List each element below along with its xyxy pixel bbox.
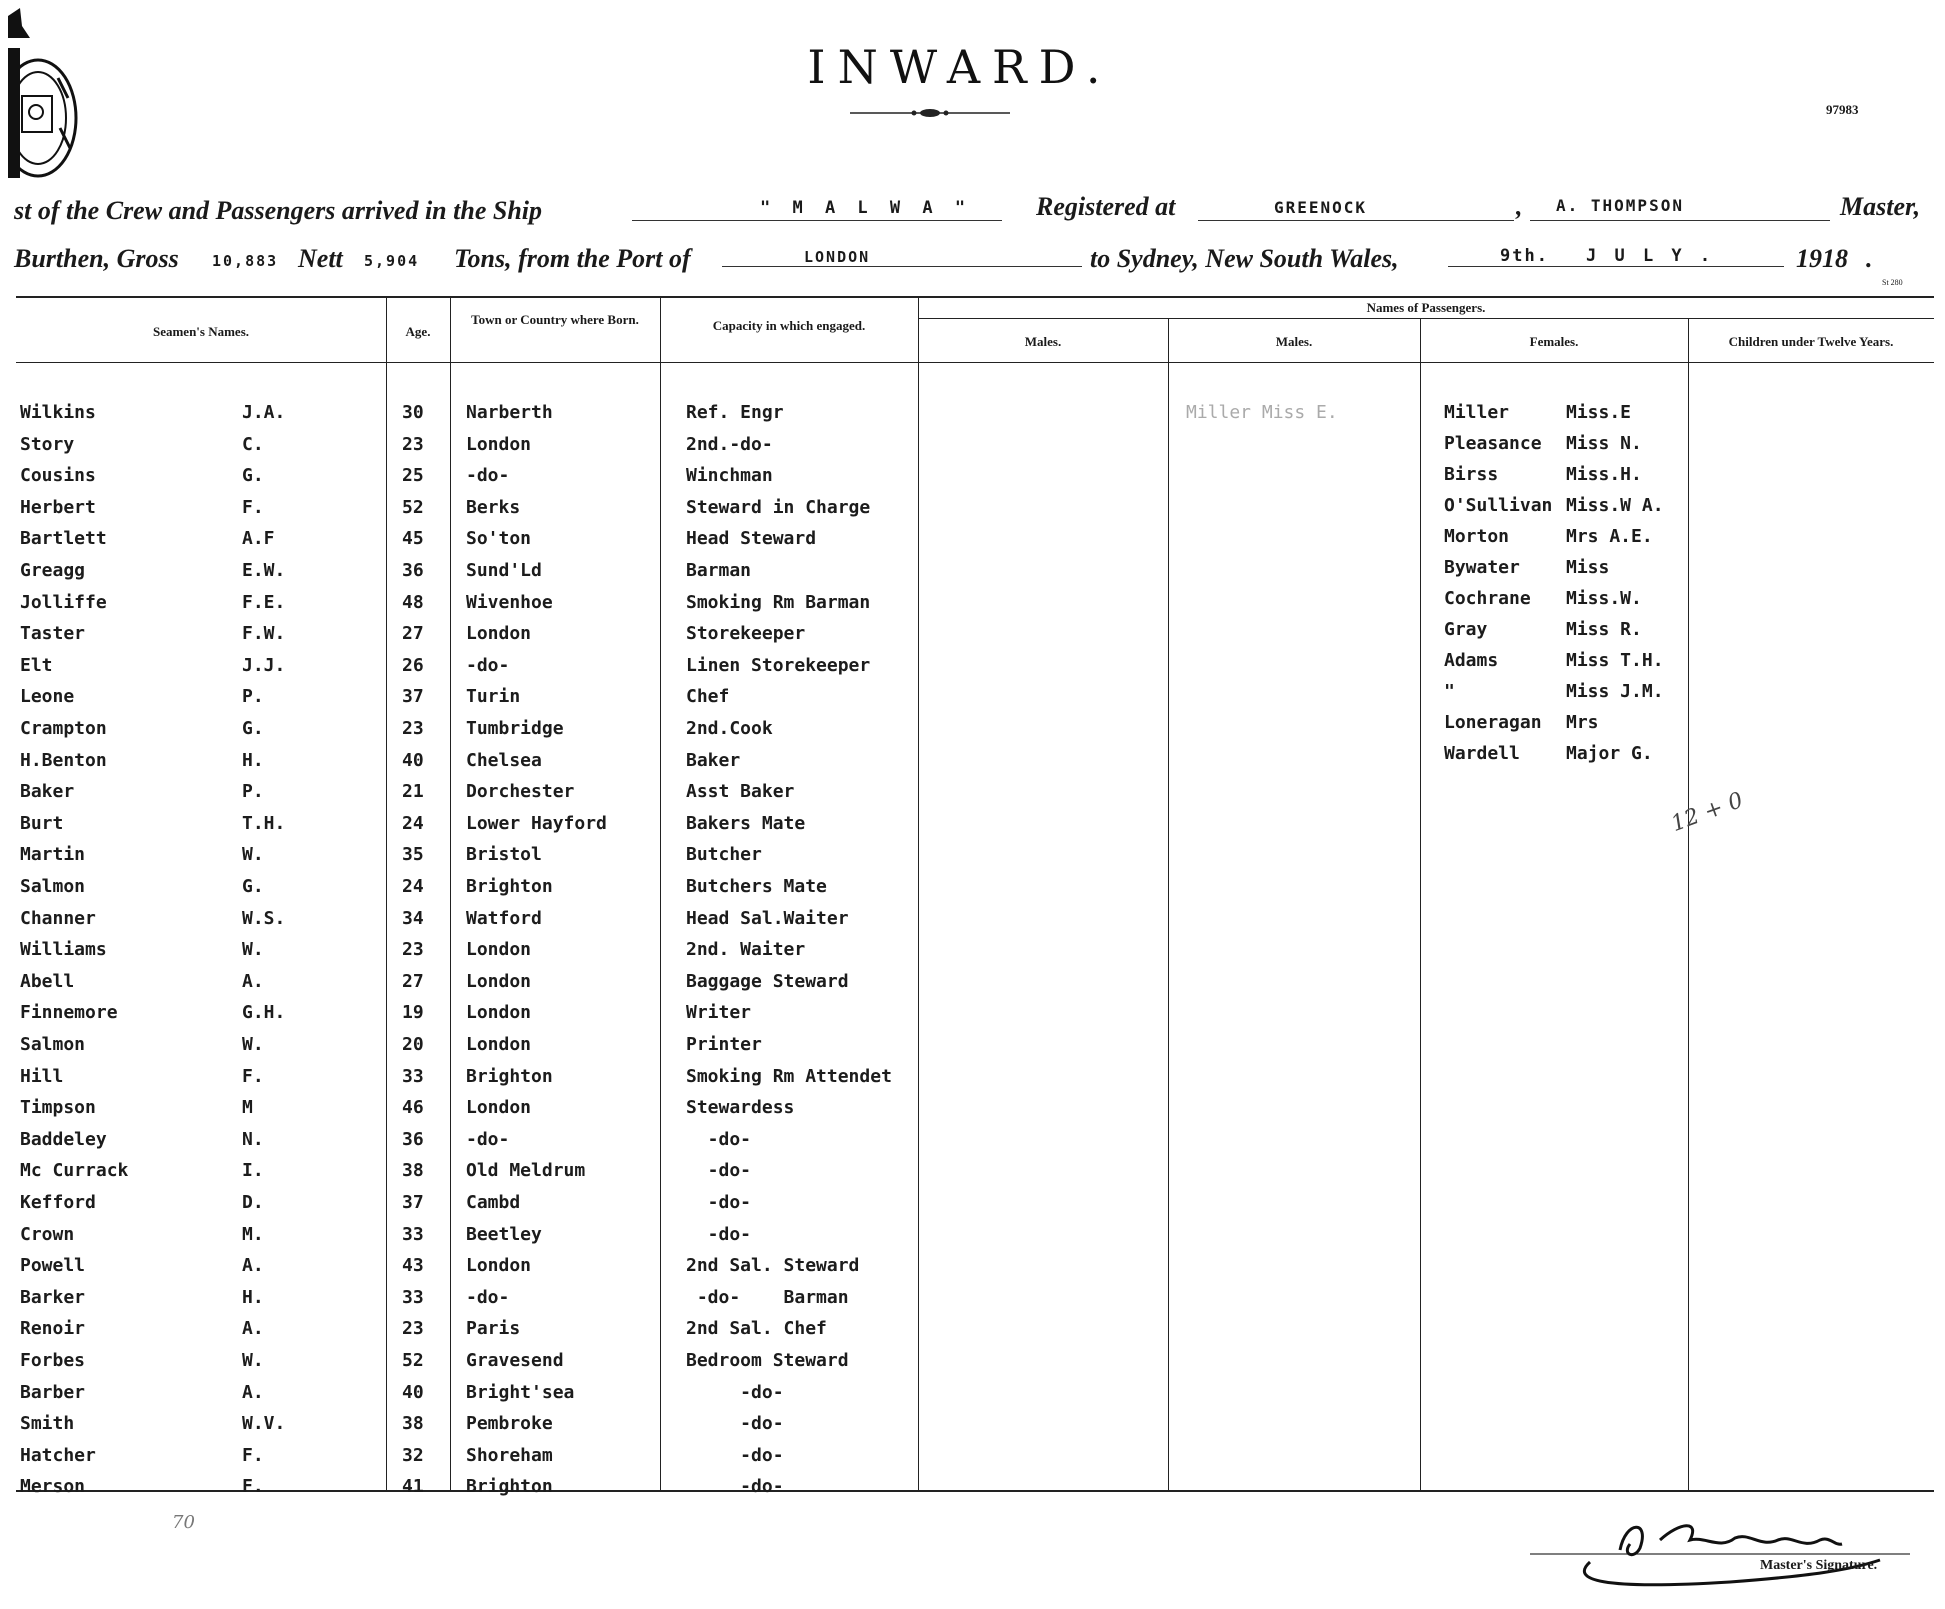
crew-age: 38	[402, 1413, 424, 1434]
crew-capacity: Chef	[686, 686, 730, 707]
female-passenger-title: Miss.W.	[1566, 588, 1642, 609]
gross-tonnage: 10,883	[212, 252, 279, 270]
crew-initials: W.V.	[242, 1413, 286, 1434]
crew-birthplace: London	[466, 1034, 532, 1055]
crew-age: 32	[402, 1445, 424, 1466]
crew-birthplace: Old Meldrum	[466, 1160, 586, 1181]
crew-capacity: Butchers Mate	[686, 876, 827, 897]
crew-capacity: -do-	[686, 1445, 784, 1466]
crew-birthplace: Turin	[466, 686, 521, 707]
crew-surname: Greagg	[20, 560, 86, 581]
crew-capacity: -do-	[686, 1382, 784, 1403]
crew-initials: F.	[242, 1476, 264, 1497]
crew-birthplace: Cambd	[466, 1192, 521, 1213]
ship-name: " M A L W A "	[760, 198, 972, 218]
crew-birthplace: Pembroke	[466, 1413, 553, 1434]
crew-birthplace: London	[466, 939, 532, 960]
crew-age: 43	[402, 1255, 424, 1276]
divider-males2	[1168, 318, 1169, 1490]
crew-initials: P.	[242, 781, 264, 802]
female-passenger-surname: Morton	[1444, 526, 1510, 547]
crew-birthplace: Beetley	[466, 1224, 542, 1245]
female-passenger-surname: Gray	[1444, 619, 1488, 640]
crew-initials: F.	[242, 1066, 264, 1087]
female-passenger-title: Miss N.	[1566, 433, 1642, 454]
crew-birthplace: Lower Hayford	[466, 813, 607, 834]
crew-capacity: 2nd Sal. Chef	[686, 1318, 827, 1339]
col-town-born: Town or Country where Born.	[471, 312, 639, 327]
table-top-rule	[16, 296, 1934, 298]
arrival-year-suffix: .	[1866, 244, 1873, 273]
crew-surname: Kefford	[20, 1192, 96, 1213]
crew-age: 40	[402, 750, 424, 771]
crew-surname: Mc Currack	[20, 1160, 129, 1181]
header-line1-prefix: st of the Crew and Passengers arrived in the Ship	[14, 196, 543, 225]
signature-label: Master's Signature.	[1760, 1558, 1878, 1573]
crew-surname: Hill	[20, 1066, 64, 1087]
crew-capacity: Storekeeper	[686, 623, 806, 644]
female-passenger-surname: "	[1444, 681, 1455, 702]
ship-name-underline	[632, 220, 1002, 221]
crew-capacity: Bakers Mate	[686, 813, 806, 834]
female-passenger-surname: Wardell	[1444, 743, 1520, 764]
crew-surname: Story	[20, 434, 75, 455]
crew-initials: M	[242, 1097, 253, 1118]
crew-birthplace: London	[466, 434, 532, 455]
table-bottom-rule	[16, 1490, 1934, 1492]
crew-birthplace: Wivenhoe	[466, 592, 553, 613]
crew-initials: A.	[242, 1318, 264, 1339]
crew-age: 35	[402, 844, 424, 865]
crew-capacity: Smoking Rm Barman	[686, 592, 871, 613]
crew-surname: Herbert	[20, 497, 96, 518]
crew-age: 21	[402, 781, 424, 802]
crew-capacity: 2nd Sal. Steward	[686, 1255, 860, 1276]
crew-capacity: Butcher	[686, 844, 762, 865]
crew-initials: F.	[242, 497, 264, 518]
female-passenger-title: Miss T.H.	[1566, 650, 1664, 671]
divider-females	[1420, 318, 1421, 1490]
divider-born	[450, 296, 451, 1490]
crew-capacity: Barman	[686, 560, 752, 581]
crew-age: 30	[402, 402, 424, 423]
master-underline	[1530, 220, 1830, 221]
col-males-1: Males.	[1024, 334, 1062, 349]
female-passenger-surname: Loneragan	[1444, 712, 1542, 733]
crew-birthplace: Brighton	[466, 1476, 553, 1497]
crew-initials: A.	[242, 1382, 264, 1403]
crew-age: 38	[402, 1160, 424, 1181]
crew-birthplace: Shoreham	[466, 1445, 553, 1466]
crew-initials: W.S.	[242, 908, 286, 929]
crew-surname: Channer	[20, 908, 96, 929]
female-passenger-title: Miss.H.	[1566, 464, 1642, 485]
crew-capacity: Smoking Rm Attendet	[686, 1066, 892, 1087]
crew-age: 37	[402, 686, 424, 707]
crew-birthplace: Berks	[466, 497, 521, 518]
crew-capacity: 2nd. Waiter	[686, 939, 806, 960]
crew-surname: Hatcher	[20, 1445, 96, 1466]
crew-surname: Taster	[20, 623, 86, 644]
crew-birthplace: Narberth	[466, 402, 553, 423]
crew-surname: Baddeley	[20, 1129, 107, 1150]
female-passenger-surname: Cochrane	[1444, 588, 1531, 609]
crew-capacity: Baker	[686, 750, 741, 771]
form-number: St 280	[1882, 278, 1903, 287]
crew-capacity: Winchman	[686, 465, 773, 486]
crew-age: 33	[402, 1066, 424, 1087]
crew-age: 20	[402, 1034, 424, 1055]
crew-age: 33	[402, 1224, 424, 1245]
crew-surname: Renoir	[20, 1318, 86, 1339]
from-port-underline	[722, 266, 1082, 267]
crew-capacity: -do-	[686, 1476, 784, 1497]
crew-capacity: -do-	[686, 1224, 752, 1245]
crew-capacity: -do-	[686, 1129, 752, 1150]
crew-surname: Leone	[20, 686, 75, 707]
female-passenger-title: Miss R.	[1566, 619, 1642, 640]
crew-initials: E.W.	[242, 560, 286, 581]
crew-capacity: -do-	[686, 1160, 752, 1181]
crew-surname: Wilkins	[20, 402, 96, 423]
crew-initials: W.	[242, 1350, 264, 1371]
crew-initials: J.J.	[242, 655, 286, 676]
destination-label: to Sydney, New South Wales,	[1090, 244, 1399, 273]
crew-surname: Forbes	[20, 1350, 86, 1371]
female-passenger-title: Mrs	[1566, 712, 1599, 733]
crew-surname: Martin	[20, 844, 86, 865]
female-passenger-surname: Miller	[1444, 402, 1510, 423]
crew-age: 27	[402, 971, 424, 992]
table-header-rule	[16, 362, 1934, 363]
col-seamen-names: Seamen's Names.	[152, 324, 250, 339]
crew-capacity: Bedroom Steward	[686, 1350, 849, 1371]
crew-initials: F.E.	[242, 592, 286, 613]
crew-initials: D.	[242, 1192, 264, 1213]
crew-initials: F.W.	[242, 623, 286, 644]
crew-age: 37	[402, 1192, 424, 1213]
crew-birthplace: -do-	[466, 465, 510, 486]
crew-surname: Baker	[20, 781, 75, 802]
crew-birthplace: Sund'Ld	[466, 560, 542, 581]
form-title: INWARD.	[807, 40, 1113, 94]
crew-surname: Crampton	[20, 718, 107, 739]
arrival-day: 9th.	[1500, 246, 1549, 266]
crew-initials: W.	[242, 1034, 264, 1055]
crew-initials: H.	[242, 1287, 264, 1308]
crew-surname: Salmon	[20, 876, 86, 897]
crew-initials: M.	[242, 1224, 264, 1245]
crew-birthplace: Tumbridge	[466, 718, 564, 739]
title-ornament-icon	[850, 106, 1010, 120]
crew-capacity: Linen Storekeeper	[686, 655, 871, 676]
burthen-label: Burthen, Gross	[14, 244, 179, 273]
divider-capacity	[660, 296, 661, 1490]
crew-birthplace: London	[466, 1002, 532, 1023]
handwritten-total: 12 + 0	[1667, 788, 1747, 837]
crew-birthplace: Watford	[466, 908, 542, 929]
tons-from-label: Tons, from the Port of	[454, 244, 691, 273]
crew-initials: W.	[242, 939, 264, 960]
crew-birthplace: Bristol	[466, 844, 542, 865]
crew-initials: J.A.	[242, 402, 286, 423]
pencil-note: 70	[172, 1512, 195, 1533]
crew-capacity: Head Steward	[686, 528, 817, 549]
female-passenger-title: Mrs A.E.	[1566, 526, 1653, 547]
col-passengers: Names of Passengers.	[1366, 300, 1486, 315]
female-passenger-surname: Adams	[1444, 650, 1499, 671]
crew-capacity: Asst Baker	[686, 781, 795, 802]
nett-label: Nett	[298, 244, 343, 273]
crew-age: 24	[402, 813, 424, 834]
crew-age: 26	[402, 655, 424, 676]
female-passenger-surname: Pleasance	[1444, 433, 1542, 454]
passenger-header-rule	[918, 318, 1934, 319]
crew-initials: A.	[242, 971, 264, 992]
crew-initials: G.H.	[242, 1002, 286, 1023]
col-age: Age.	[405, 324, 431, 339]
crew-capacity: -do-	[686, 1413, 784, 1434]
crew-age: 48	[402, 592, 424, 613]
crew-birthplace: London	[466, 971, 532, 992]
crew-age: 25	[402, 465, 424, 486]
female-passenger-surname: Bywater	[1444, 557, 1520, 578]
crew-surname: Barker	[20, 1287, 86, 1308]
crew-birthplace: Bright'sea	[466, 1382, 575, 1403]
crew-surname: Powell	[20, 1255, 86, 1276]
crew-birthplace: -do-	[466, 655, 510, 676]
document-number: 97983	[1826, 102, 1859, 117]
col-females: Females.	[1529, 334, 1579, 349]
master-label: Master,	[1840, 192, 1921, 221]
crew-surname: Williams	[20, 939, 107, 960]
crew-initials: N.	[242, 1129, 264, 1150]
crew-capacity: 2nd.Cook	[686, 718, 773, 739]
female-passenger-title: Miss.E	[1566, 402, 1632, 423]
crew-initials: W.	[242, 844, 264, 865]
crew-capacity: -do- Barman	[686, 1287, 849, 1308]
crew-initials: A.	[242, 1255, 264, 1276]
males2-ghost-entry: Miller Miss E.	[1186, 402, 1338, 423]
crew-initials: I.	[242, 1160, 264, 1181]
crew-birthplace: -do-	[466, 1129, 510, 1150]
crew-initials: T.H.	[242, 813, 286, 834]
crew-capacity: Writer	[686, 1002, 752, 1023]
crew-age: 34	[402, 908, 424, 929]
crew-birthplace: Dorchester	[466, 781, 575, 802]
crew-birthplace: Chelsea	[466, 750, 542, 771]
crew-capacity: -do-	[686, 1192, 752, 1213]
col-capacity: Capacity in which engaged.	[712, 318, 866, 333]
crew-age: 36	[402, 560, 424, 581]
female-passenger-surname: O'Sullivan	[1444, 495, 1553, 516]
crew-capacity: Steward in Charge	[686, 497, 871, 518]
crew-surname: Cousins	[20, 465, 96, 486]
crew-birthplace: So'ton	[466, 528, 532, 549]
crew-capacity: Stewardess	[686, 1097, 795, 1118]
nett-tonnage: 5,904	[364, 252, 420, 270]
crew-birthplace: Gravesend	[466, 1350, 564, 1371]
crew-birthplace: Brighton	[466, 1066, 553, 1087]
crew-age: 41	[402, 1476, 424, 1497]
master-name: A. THOMPSON	[1556, 196, 1684, 215]
crew-age: 24	[402, 876, 424, 897]
department-seal-icon	[8, 8, 78, 178]
crew-birthplace: London	[466, 1097, 532, 1118]
registered-port: GREENOCK	[1274, 198, 1368, 217]
crew-capacity: 2nd.-do-	[686, 434, 773, 455]
date-underline	[1448, 266, 1784, 267]
crew-surname: Merson	[20, 1476, 86, 1497]
crew-surname: Abell	[20, 971, 75, 992]
divider-age	[386, 296, 387, 1490]
crew-age: 52	[402, 497, 424, 518]
crew-surname: Barber	[20, 1382, 86, 1403]
col-males-2: Males.	[1275, 334, 1313, 349]
crew-initials: F.	[242, 1445, 264, 1466]
crew-surname: Finnemore	[20, 1002, 118, 1023]
crew-surname: Crown	[20, 1224, 75, 1245]
crew-initials: H.	[242, 750, 264, 771]
female-passenger-title: Miss	[1566, 557, 1610, 578]
arrival-year: 1918	[1796, 244, 1848, 273]
crew-surname: Jolliffe	[20, 592, 107, 613]
crew-capacity: Head Sal.Waiter	[686, 908, 849, 929]
registered-label: Registered at	[1036, 192, 1176, 221]
crew-surname: Burt	[20, 813, 64, 834]
crew-age: 23	[402, 434, 424, 455]
crew-age: 40	[402, 1382, 424, 1403]
crew-age: 36	[402, 1129, 424, 1150]
crew-age: 23	[402, 939, 424, 960]
master-signature-icon	[1530, 1510, 1910, 1600]
crew-surname: Elt	[20, 655, 53, 676]
crew-capacity: Baggage Steward	[686, 971, 849, 992]
crew-initials: G.	[242, 876, 264, 897]
crew-surname: H.Benton	[20, 750, 107, 771]
crew-age: 45	[402, 528, 424, 549]
female-passenger-title: Miss J.M.	[1566, 681, 1664, 702]
divider-passengers	[918, 296, 919, 1490]
crew-initials: G.	[242, 718, 264, 739]
female-passenger-title: Miss.W A.	[1566, 495, 1664, 516]
crew-initials: P.	[242, 686, 264, 707]
crew-capacity: Ref. Engr	[686, 402, 784, 423]
female-passenger-title: Major G.	[1566, 743, 1653, 764]
divider-children	[1688, 318, 1689, 1490]
crew-age: 27	[402, 623, 424, 644]
crew-age: 23	[402, 718, 424, 739]
crew-surname: Timpson	[20, 1097, 96, 1118]
header-comma: ,	[1516, 192, 1523, 221]
crew-initials: A.F	[242, 528, 275, 549]
col-children: Children under Twelve Years.	[1728, 334, 1894, 349]
crew-capacity: Printer	[686, 1034, 762, 1055]
crew-birthplace: London	[466, 623, 532, 644]
crew-age: 52	[402, 1350, 424, 1371]
crew-age: 23	[402, 1318, 424, 1339]
crew-surname: Bartlett	[20, 528, 107, 549]
crew-surname: Salmon	[20, 1034, 86, 1055]
crew-initials: G.	[242, 465, 264, 486]
crew-birthplace: London	[466, 1255, 532, 1276]
crew-initials: C.	[242, 434, 264, 455]
crew-age: 46	[402, 1097, 424, 1118]
crew-birthplace: Brighton	[466, 876, 553, 897]
crew-age: 19	[402, 1002, 424, 1023]
female-passenger-surname: Birss	[1444, 464, 1499, 485]
crew-age: 33	[402, 1287, 424, 1308]
arrival-month: J U L Y .	[1586, 246, 1715, 266]
registered-underline	[1198, 220, 1514, 221]
from-port: LONDON	[804, 248, 871, 266]
crew-birthplace: -do-	[466, 1287, 510, 1308]
crew-surname: Smith	[20, 1413, 75, 1434]
crew-birthplace: Paris	[466, 1318, 521, 1339]
